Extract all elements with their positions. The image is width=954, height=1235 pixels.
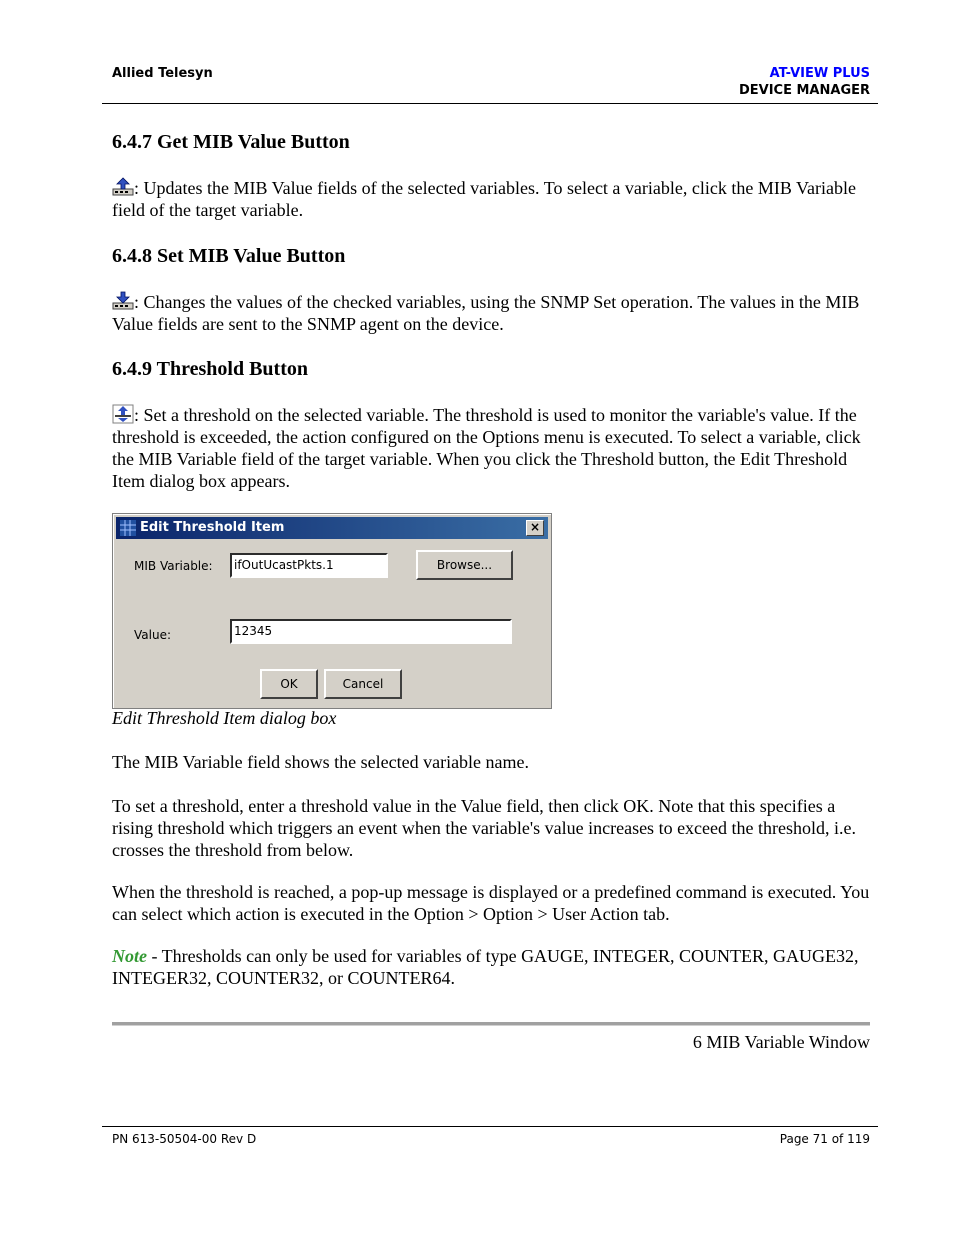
dialog-caption: Edit Threshold Item dialog box [112, 708, 337, 728]
value-field[interactable]: 12345 [230, 619, 512, 644]
section-text-set-mib [112, 291, 872, 335]
cancel-button[interactable]: Cancel [324, 669, 402, 699]
mib-variable-field[interactable]: ifOutUcastPkts.1 [230, 553, 388, 578]
threshold-icon [112, 404, 134, 424]
header-rule [102, 103, 878, 104]
footer-rule [102, 1126, 878, 1127]
chapter-rule [112, 1022, 870, 1026]
ok-button[interactable]: OK [260, 669, 318, 699]
section-body-threshold: : Set a threshold on the selected variable. The threshold is used to monitor the variable's value. If the threshold is exceeded, the action configured on the Options menu is executed. To select a variable, click the MIB Variable field of the target variable. When you click the Threshold button, the Edit Threshold Item dialog box appears. [112, 405, 861, 491]
note-label: Note [112, 946, 147, 966]
section-heading-get-mib: 6.4.7 Get MIB Value Button [112, 131, 350, 153]
chapter-title: 6 MIB Variable Window [692, 1032, 870, 1052]
get-mib-value-icon [112, 177, 134, 197]
section-heading-set-mib: 6.4.8 Set MIB Value Button [112, 245, 346, 267]
mib-variable-label: MIB Variable: [134, 559, 213, 573]
module-name: DEVICE MANAGER [738, 83, 870, 98]
set-mib-value-icon [112, 291, 134, 311]
section-body-set-mib: : Changes the values of the checked variables, using the SNMP Set operation. The values in the MIB Value fields are sent to the SNMP agent on the device. [112, 292, 860, 334]
close-button[interactable]: × [526, 520, 544, 536]
section-text-threshold [112, 404, 872, 492]
company-name: Allied Telesyn [112, 66, 213, 81]
page-number: Page 71 of 119 [779, 1132, 870, 1146]
product-name: AT-VIEW PLUS [769, 66, 870, 81]
paragraph-mib-variable: The MIB Variable field shows the selected variable name. [112, 752, 530, 772]
note-text: - Thresholds can only be used for variables of type GAUGE, INTEGER, COUNTER, GAUGE32, INTEGER32, COUNTER32, or COUNTER64. [112, 946, 859, 988]
dialog-title-bar [116, 517, 548, 539]
grid-icon [120, 520, 136, 536]
edit-threshold-dialog [112, 513, 552, 709]
value-label: Value: [134, 628, 171, 642]
section-heading-threshold: 6.4.9 Threshold Button [112, 358, 308, 380]
dialog-title: Edit Threshold Item [140, 520, 285, 535]
part-number: PN 613-50504-00 Rev D [112, 1132, 257, 1146]
section-text-get-mib [112, 177, 872, 221]
browse-button[interactable]: Browse... [416, 550, 513, 580]
section-body-get-mib: : Updates the MIB Value fields of the selected variables. To select a variable, click the MIB Variable field of the target variable. [112, 178, 857, 220]
note-paragraph [112, 945, 872, 989]
paragraph-threshold-reached: When the threshold is reached, a pop-up message is displayed or a predefined command is executed. You can select which action is executed in the Option > Option > User Action tab. [112, 882, 870, 924]
paragraph-set-threshold: To set a threshold, enter a threshold value in the Value field, then click OK. Note that this specifies a rising threshold which triggers an event when the variable's value increases to exceed the threshold, i.e. crosses the threshold from below. [112, 796, 856, 860]
